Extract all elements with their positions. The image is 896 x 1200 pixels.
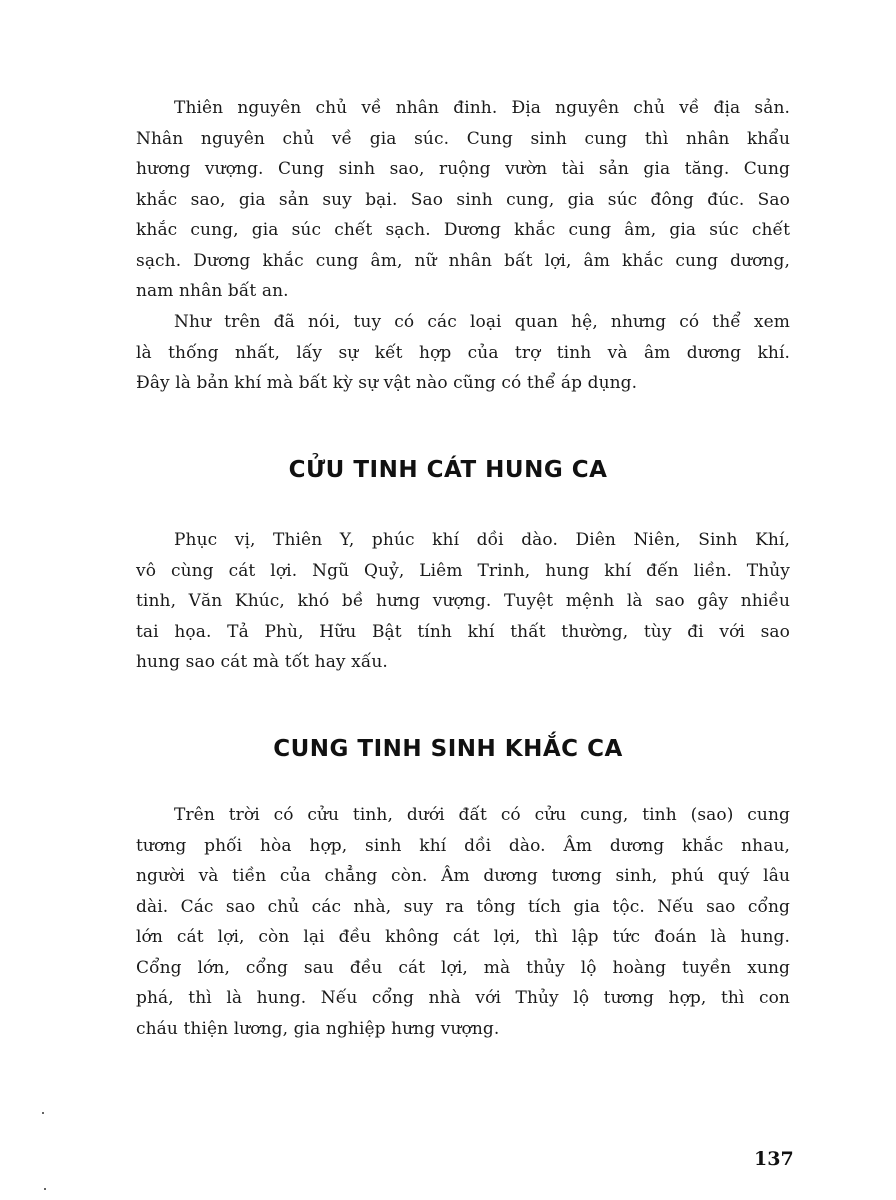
paragraph-2 xyxy=(136,307,790,399)
text-line: Phục vị, Thiên Y, phúc khí dồi dào. Diên Niên, Sinh Khí, xyxy=(174,530,790,550)
text-line: lớn cát lợi, còn lại đều không cát lợi, thì lập tức đoán là hung. xyxy=(136,927,790,947)
text-line: tai họa. Tả Phù, Hữu Bật tính khí thất thường, tùy đi với sao xyxy=(136,621,790,642)
text-line: dài. Các sao chủ các nhà, suy ra tông tích gia tộc. Nếu sao cổng xyxy=(136,896,790,917)
text-line: Như trên đã nói, tuy có các loại quan hệ, nhưng có thể xem xyxy=(174,312,790,332)
text-line: người và tiền của chẳng còn. Âm dương tương sinh, phú quý lâu xyxy=(136,866,790,886)
section-heading-cuu-tinh: CỬU TINH CÁT HUNG CA xyxy=(288,457,608,483)
paragraph-4 xyxy=(136,800,790,1044)
section-heading-cung-tinh: CUNG TINH SINH KHẮC CA xyxy=(273,736,623,762)
text-line: tương phối hòa hợp, sinh khí dồi dào. Âm dương khắc nhau, xyxy=(136,835,790,856)
text-line: vô cùng cát lợi. Ngũ Quỷ, Liêm Trinh, hung khí đến liền. Thủy xyxy=(136,560,790,581)
paragraph-1 xyxy=(136,93,790,307)
text-line: tinh, Văn Khúc, khó bề hưng vượng. Tuyệt mệnh là sao gây nhiều xyxy=(136,591,790,611)
text-line: khắc sao, gia sản suy bại. Sao sinh cung, gia súc đông đúc. Sao xyxy=(136,189,790,210)
text-line: Thiên nguyên chủ về nhân đinh. Địa nguyên chủ về địa sản. xyxy=(174,98,790,118)
text-line: là thống nhất, lấy sự kết hợp của trợ tinh và âm dương khí. xyxy=(136,342,790,363)
scan-speck xyxy=(44,1188,46,1190)
text-line: sạch. Dương khắc cung âm, nữ nhân bất lợi, âm khắc cung dương, xyxy=(136,250,790,271)
text-line: hung sao cát mà tốt hay xấu. xyxy=(136,652,388,672)
text-line: Nhân nguyên chủ về gia súc. Cung sinh cung thì nhân khẩu xyxy=(136,128,790,149)
text-line: Trên trời có cửu tinh, dưới đất có cửu cung, tinh (sao) cung xyxy=(174,805,790,825)
text-line: hương vượng. Cung sinh sao, ruộng vườn tài sản gia tăng. Cung xyxy=(136,159,790,179)
text-line: khắc cung, gia súc chết sạch. Dương khắc cung âm, gia súc chết xyxy=(136,220,790,240)
paragraph-3 xyxy=(136,525,790,678)
text-line: phá, thì là hung. Nếu cổng nhà với Thủy lộ tương hợp, thì con xyxy=(136,988,790,1008)
scan-speck xyxy=(42,1112,44,1114)
text-line: cháu thiện lương, gia nghiệp hưng vượng. xyxy=(136,1018,500,1039)
text-line: nam nhân bất an. xyxy=(136,281,289,301)
text-line: Cổng lớn, cổng sau đều cát lợi, mà thủy lộ hoàng tuyền xung xyxy=(136,957,790,978)
page-number: 137 xyxy=(754,1148,794,1170)
text-line: Đây là bản khí mà bất kỳ sự vật nào cũng có thể áp dụng. xyxy=(136,373,638,393)
